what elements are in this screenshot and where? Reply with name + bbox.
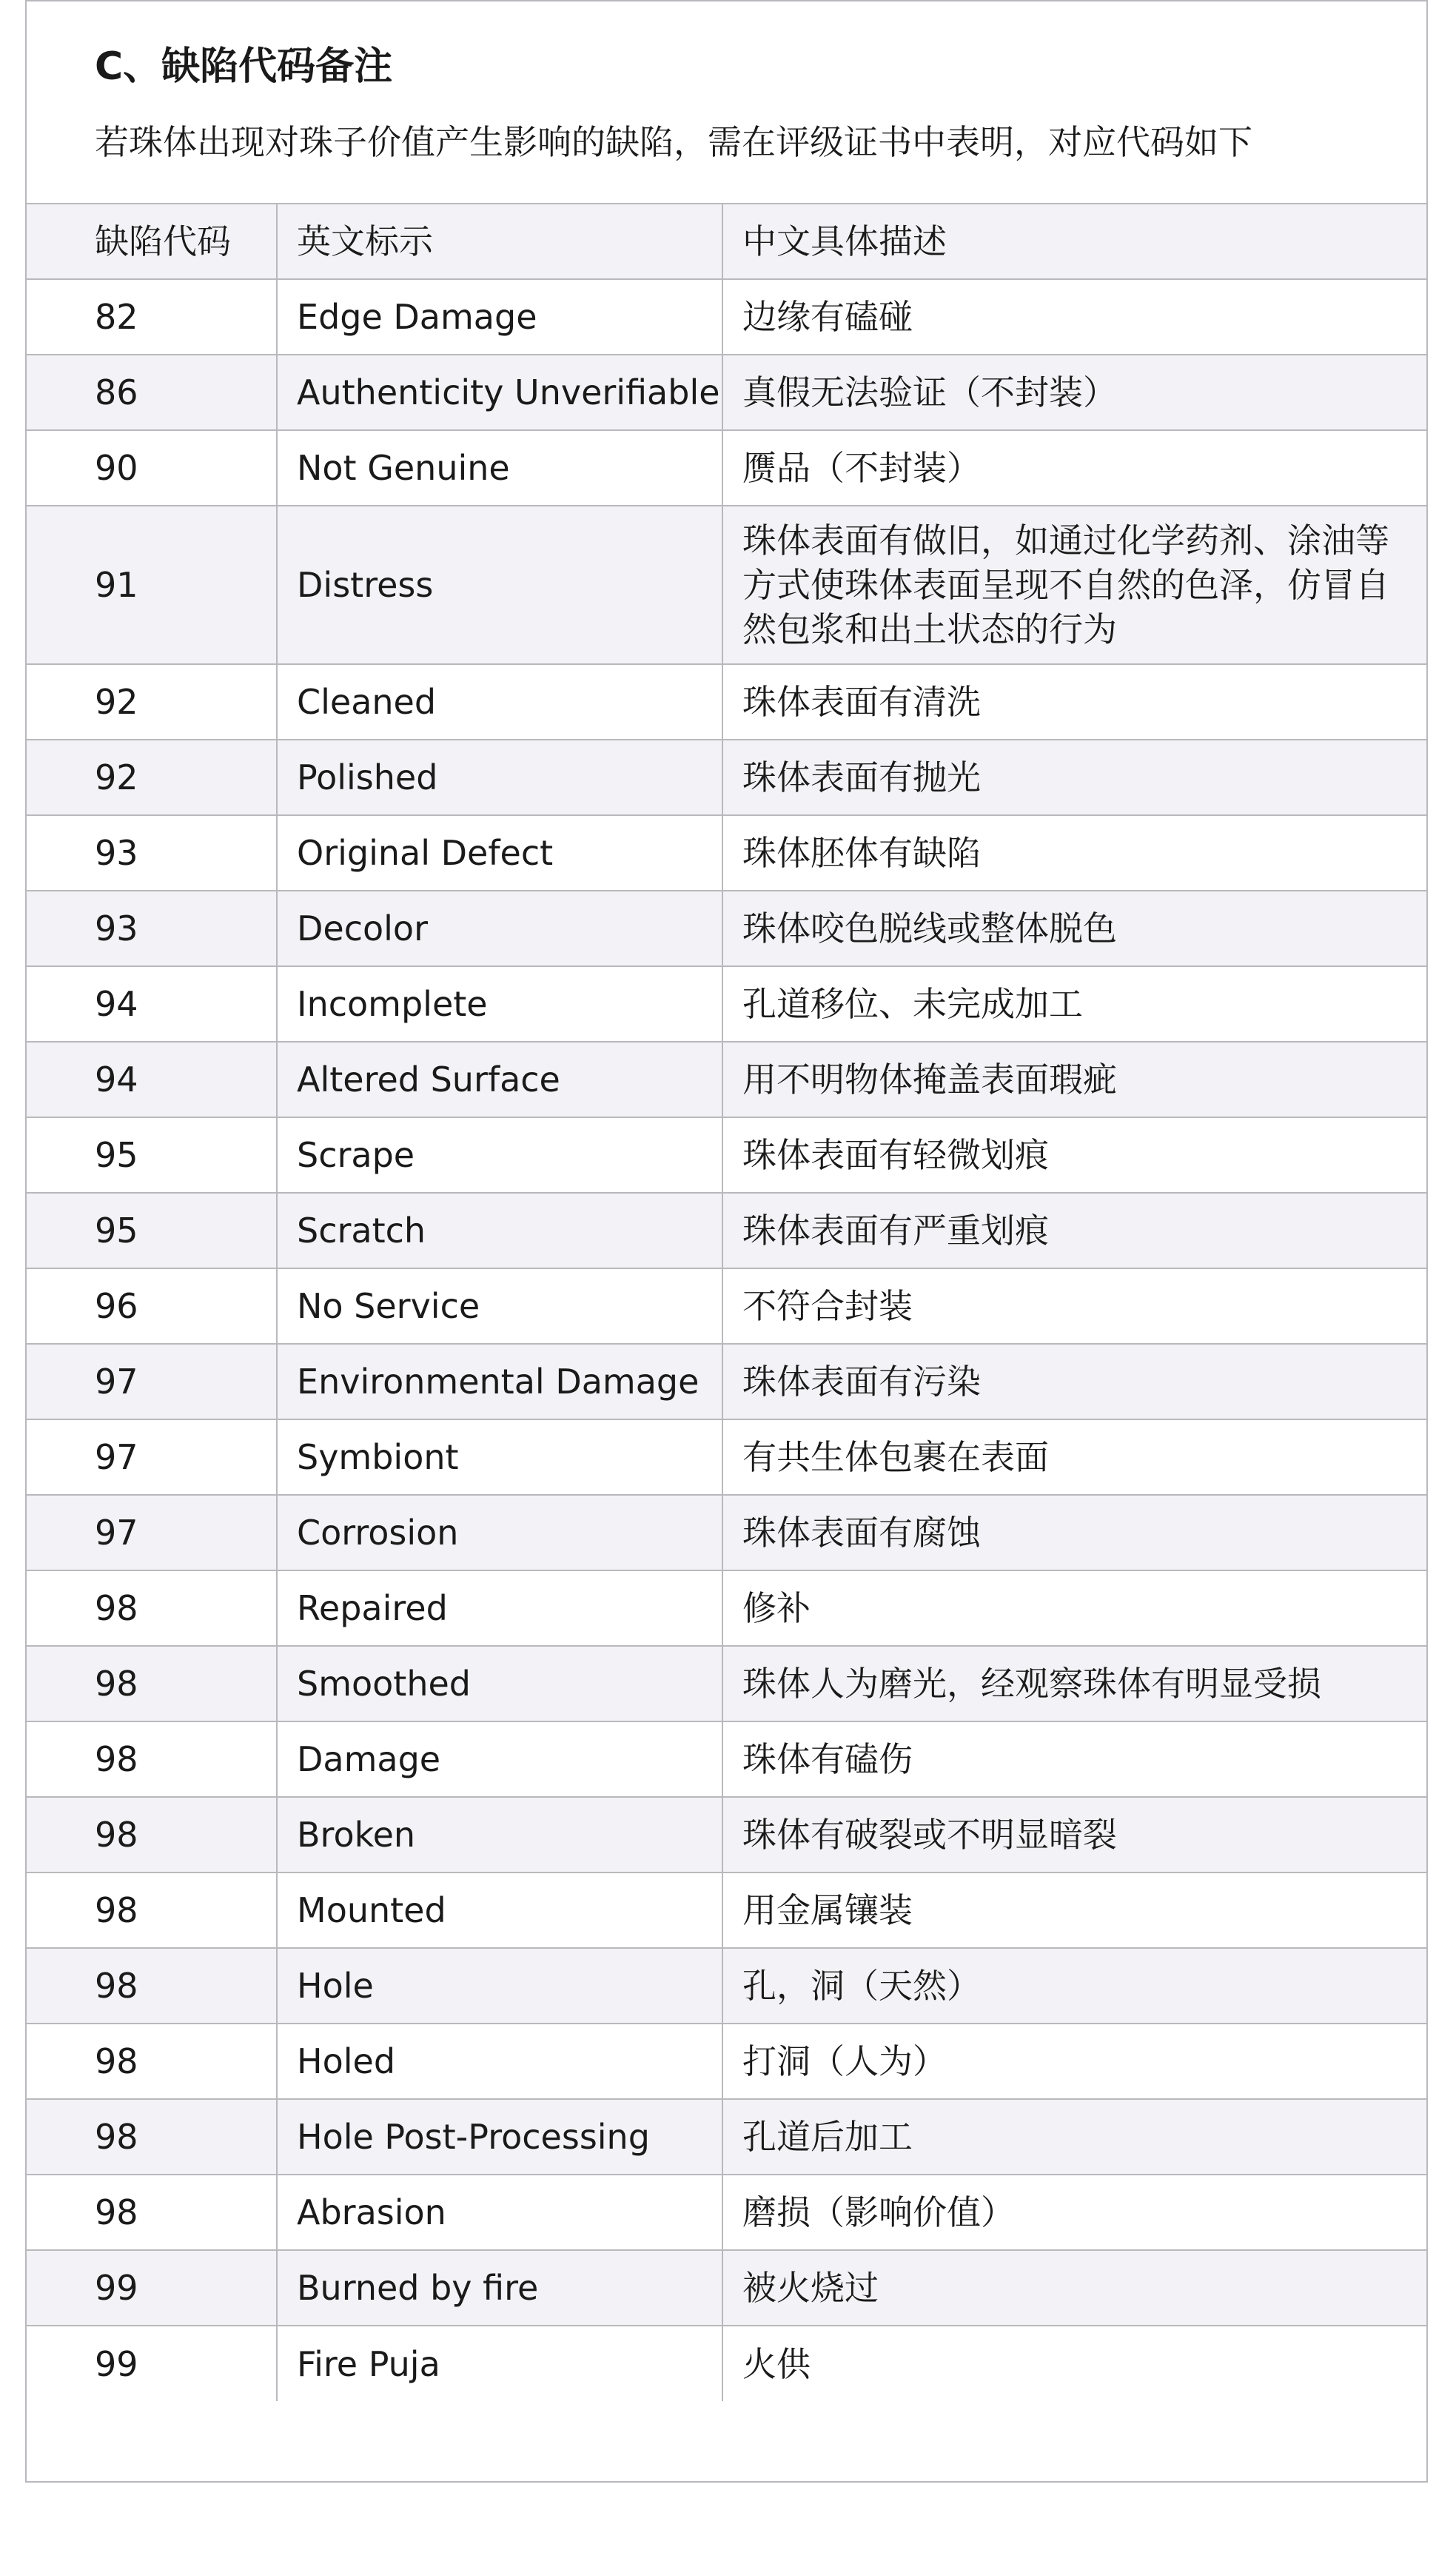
table-row [27,1419,1426,1495]
cell-english: Hole [277,1948,722,2024]
cell-chinese: 火供 [722,2326,1426,2401]
table-row [27,2175,1426,2250]
cell-english: Fire Puja [277,2326,722,2401]
cell-code: 91 [27,506,277,664]
cell-chinese: 珠体表面有抛光 [722,740,1426,815]
cell-code: 98 [27,1797,277,1872]
table-row [27,815,1426,891]
table-row [27,664,1426,740]
cell-code: 97 [27,1419,277,1495]
cell-chinese: 修补 [722,1570,1426,1646]
cell-code: 98 [27,1948,277,2024]
cell-code: 97 [27,1344,277,1419]
cell-english: Polished [277,740,722,815]
defect-code-card [25,0,1428,2483]
table-row [27,1797,1426,1872]
cell-english: Repaired [277,1570,722,1646]
cell-english: Not Genuine [277,430,722,506]
cell-english: Cleaned [277,664,722,740]
cell-code: 98 [27,2099,277,2175]
cell-code: 95 [27,1193,277,1268]
cell-chinese: 有共生体包裹在表面 [722,1419,1426,1495]
cell-code: 94 [27,1042,277,1117]
cell-chinese: 打洞（人为） [722,2024,1426,2099]
cell-chinese: 珠体有破裂或不明显暗裂 [722,1797,1426,1872]
cell-code: 98 [27,2175,277,2250]
cell-code: 99 [27,2250,277,2326]
cell-english: Abrasion [277,2175,722,2250]
cell-code: 93 [27,891,277,966]
cell-chinese: 珠体人为磨光，经观察珠体有明显受损 [722,1646,1426,1721]
cell-chinese: 珠体表面有做旧，如通过化学药剂、涂油等方式使珠体表面呈现不自然的色泽，仿冒自然包浆和出土状态的行为 [722,506,1426,664]
cell-english: Scrape [277,1117,722,1193]
cell-code: 94 [27,966,277,1042]
cell-code: 98 [27,1570,277,1646]
table-row [27,1570,1426,1646]
cell-english: Distress [277,506,722,664]
cell-code: 98 [27,1721,277,1797]
cell-english: Scratch [277,1193,722,1268]
cell-chinese: 珠体咬色脱线或整体脱色 [722,891,1426,966]
table-row [27,2250,1426,2326]
cell-chinese: 真假无法验证（不封装） [722,355,1426,430]
table-row [27,1268,1426,1344]
table-row [27,430,1426,506]
table-header-row [27,204,1426,279]
cell-english: Authenticity Unverifiable [277,355,722,430]
cell-code: 98 [27,1646,277,1721]
cell-code: 99 [27,2326,277,2401]
cell-english: Environmental Damage [277,1344,722,1419]
cell-chinese: 珠体有磕伤 [722,1721,1426,1797]
cell-english: Smoothed [277,1646,722,1721]
cell-code: 92 [27,740,277,815]
table-row [27,1344,1426,1419]
table-row [27,1948,1426,2024]
cell-english: Decolor [277,891,722,966]
table-row [27,2326,1426,2401]
cell-code: 97 [27,1495,277,1570]
cell-english: Hole Post-Processing [277,2099,722,2175]
table-row [27,355,1426,430]
cell-code: 98 [27,2024,277,2099]
table-row [27,279,1426,355]
cell-chinese: 赝品（不封装） [722,430,1426,506]
cell-english: Burned by fire [277,2250,722,2326]
table-row [27,1872,1426,1948]
cell-chinese: 边缘有磕碰 [722,279,1426,355]
cell-chinese: 孔道后加工 [722,2099,1426,2175]
table-row [27,1193,1426,1268]
defect-code-table [27,203,1426,2401]
table-row [27,1646,1426,1721]
cell-english: Incomplete [277,966,722,1042]
cell-chinese: 珠体胚体有缺陷 [722,815,1426,891]
cell-english: Edge Damage [277,279,722,355]
cell-chinese: 孔，洞（天然） [722,1948,1426,2024]
cell-chinese: 用金属镶装 [722,1872,1426,1948]
cell-code: 86 [27,355,277,430]
cell-code: 92 [27,664,277,740]
cell-chinese: 珠体表面有严重划痕 [722,1193,1426,1268]
cell-code: 82 [27,279,277,355]
header-defect-code: 缺陷代码 [27,204,277,279]
table-row [27,2024,1426,2099]
cell-english: No Service [277,1268,722,1344]
table-row [27,2099,1426,2175]
page-subtitle: 若珠体出现对珠子价值产生影响的缺陷，需在评级证书中表明，对应代码如下 [95,122,1252,162]
table-row [27,1117,1426,1193]
header-chinese-description: 中文具体描述 [722,204,1426,279]
table-row [27,1495,1426,1570]
cell-chinese: 珠体表面有清洗 [722,664,1426,740]
cell-english: Original Defect [277,815,722,891]
cell-english: Damage [277,1721,722,1797]
cell-code: 96 [27,1268,277,1344]
header-english-label: 英文标示 [277,204,722,279]
cell-code: 93 [27,815,277,891]
cell-code: 95 [27,1117,277,1193]
table-row [27,966,1426,1042]
page-title: C、缺陷代码备注 [95,44,393,89]
table-row [27,740,1426,815]
cell-chinese: 不符合封装 [722,1268,1426,1344]
cell-english: Symbiont [277,1419,722,1495]
cell-english: Altered Surface [277,1042,722,1117]
cell-code: 98 [27,1872,277,1948]
table-row [27,1042,1426,1117]
cell-chinese: 被火烧过 [722,2250,1426,2326]
card-header [27,1,1426,203]
cell-code: 90 [27,430,277,506]
cell-english: Corrosion [277,1495,722,1570]
cell-chinese: 磨损（影响价值） [722,2175,1426,2250]
cell-chinese: 珠体表面有腐蚀 [722,1495,1426,1570]
cell-english: Holed [277,2024,722,2099]
cell-chinese: 孔道移位、未完成加工 [722,966,1426,1042]
cell-chinese: 珠体表面有轻微划痕 [722,1117,1426,1193]
table-row [27,891,1426,966]
cell-chinese: 珠体表面有污染 [722,1344,1426,1419]
cell-english: Mounted [277,1872,722,1948]
cell-chinese: 用不明物体掩盖表面瑕疵 [722,1042,1426,1117]
table-row [27,506,1426,664]
cell-english: Broken [277,1797,722,1872]
table-row [27,1721,1426,1797]
